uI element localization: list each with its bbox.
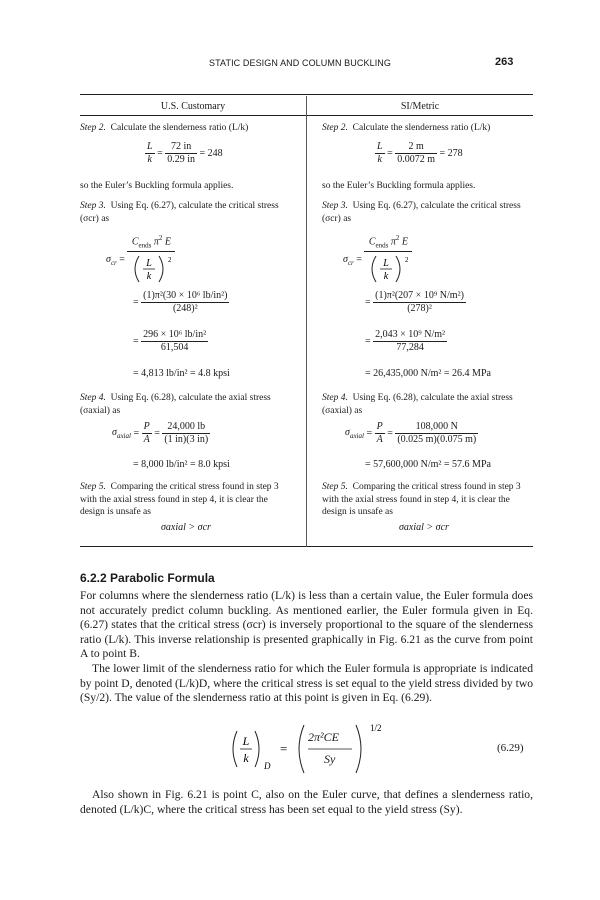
eq-result: = 248 [199,147,223,159]
section-title: 6.2.2 Parabolic Formula [80,571,215,585]
us-step5 [80,481,294,519]
running-head: STATIC DESIGN AND COLUMN BUCKLING [209,58,391,68]
us-applies-text: so the Euler’s Buckling formula applies. [80,181,234,191]
us-compare: σaxial > σcr [161,522,211,533]
eq-numerator: (1)π²(207 × 10⁹ N/m²) [375,290,464,301]
eq-numerator: 2π²CE [308,730,339,744]
equation-6-29 [228,721,398,777]
svg-text:2: 2 [168,256,172,265]
eq-numerator: 2 m [395,141,437,154]
si-axial-result: = 57,600,000 N/m² = 57.6 MPa [365,459,491,470]
table-column-divider [306,96,307,547]
eq-denominator: (0.025 m)(0.075 m) [397,434,477,445]
eq-numerator: (1)π²(30 × 10⁶ lb/in²) [143,290,228,301]
eq-numerator: 296 × 10⁶ lb/in² [143,329,207,340]
eq-numerator: 108,000 N [395,421,478,434]
si-step5 [322,481,536,519]
svg-text:L: L [383,258,390,270]
eq-denominator: (1 in)(3 in) [164,434,209,445]
si-step2 [322,122,536,135]
svg-text:k: k [384,271,389,283]
step-label: Step 4. [80,393,106,403]
svg-text:L: L [242,734,250,748]
section-paragraph-2: The lower limit of the slenderness ratio for which the Euler formula is appropriate is indicated by point D, denoted (L/k)D, where the critical stress is set equal to the yield stress divided by two (Sy/2). The value of the slenderness ratio at this point is given in Eq. (6.29). [80,662,533,705]
equation-number: (6.29) [497,742,524,754]
step-label: Step 5. [322,482,348,492]
si-applies-text: so the Euler’s Buckling formula applies. [322,181,476,191]
step-text: Using Eq. (6.28), calculate the axial stress (σaxial) as [80,393,271,416]
section-paragraph-3: Also shown in Fig. 6.21 is point C, also on the Euler curve, that defines a slenderness ratio, denoted (L/k)C, where the critical stress has been set equal to the yield stress (Sy). [80,788,533,816]
step-label: Step 3. [80,201,106,211]
step-text: Calculate the slenderness ratio (L/k) [110,123,249,133]
step-text: Comparing the critical stress found in step 3 with the axial stress found in step 4, it is clear the design is unsafe as [322,482,521,517]
si-compare: σaxial > σcr [399,522,449,533]
eq-numerator: 24,000 lb [162,421,210,434]
svg-text:D: D [264,761,271,771]
si-axial-equation: $\sigma_{axial}$ = $\frac{P}{A}$ = $\frac{108,000 N}{(0.025 m)(0.075 m)}$ [345,421,477,445]
svg-text:k: k [243,751,249,765]
si-sigma-cr-simplified: = $\frac{\text{2,043 × 10⁹ N/m²}}{77,284}$ [365,329,446,353]
paren-l-over-k-squared [129,254,173,284]
column-header-us: U.S. Customary [160,101,226,112]
step-label: Step 2. [80,123,106,133]
si-step4 [322,392,536,417]
us-axial-result: = 8,000 lb/in² = 8.0 kpsi [133,459,230,470]
step-text: Using Eq. (6.27), calculate the critical stress (σcr) as [322,201,521,224]
paren-l-over-k-squared [366,254,410,284]
eq-denominator: 61,504 [160,342,189,353]
eq-numerator: 72 in [165,141,197,154]
si-sigma-cr-formula: $\sigma_{cr}$ = $C_{ends}$ $\pi^2$ E L k 2 [343,232,412,288]
si-slenderness-equation: $\frac{L}{k}$ = $\frac{2 m}{0.0072 m}$ = 278 [377,141,463,165]
eq-denominator: 77,284 [396,342,424,353]
eq-denominator: 0.29 in [167,154,195,165]
us-step3 [80,200,294,225]
step-text: Using Eq. (6.28), calculate the axial stress (σaxial) as [322,393,513,416]
svg-text:L: L [146,258,153,270]
si-sigma-cr-result: = 26,435,000 N/m² = 26.4 MPa [365,368,491,379]
eq-denominator: (278)² [407,303,432,314]
si-step3 [322,200,536,225]
step-text: Using Eq. (6.27), calculate the critical stress (σcr) as [80,201,279,224]
us-step2 [80,122,294,135]
si-sigma-cr-substitution: = $\frac{\text{(1)π²(207 × 10⁹ N/m²)}}{\text{(278)²}}$ [365,290,464,314]
step-text: Comparing the critical stress found in step 3 with the axial stress found in step 4, it is clear the design is unsafe as [80,482,279,517]
eq-denominator: Sy [324,752,336,766]
us-step4 [80,392,294,417]
svg-text:=: = [280,741,288,756]
step-label: Step 2. [322,123,348,133]
us-axial-equation: $\sigma_{axial}$ = $\frac{P}{A}$ = $\frac{24,000 lb}{(1 in)(3 in)}$ [112,421,209,445]
step-label: Step 5. [80,482,106,492]
step-text: Calculate the slenderness ratio (L/k) [352,123,491,133]
eq-result: = 278 [439,147,463,159]
svg-text:k: k [147,271,152,283]
us-sigma-cr-formula: $\sigma_{cr}$ = $C_{ends}$ $\pi^2$ E L k 2 [106,232,175,288]
us-slenderness-equation: $\frac{L}{k}$ = $\frac{72 in}{0.29 in}$ = 248 [147,141,223,165]
us-sigma-cr-substitution: = $\frac{\text{(1)π²(30 × 10⁶ lb/in²)}}{\text{(248)²}}$ [133,290,228,314]
eq-denominator: 0.0072 m [397,154,435,165]
step-label: Step 3. [322,201,348,211]
us-sigma-cr-simplified: = $\frac{\text{296 × 10⁶ lb/in²}}{61,504}$ [133,329,207,353]
step-label: Step 4. [322,393,348,403]
eq-denominator: (248)² [172,303,198,314]
eq-exponent: 1/2 [370,723,382,733]
table-top-rule [80,94,533,95]
page-number: 263 [495,56,514,68]
column-header-si: SI/Metric [400,101,440,112]
section-paragraph-1: For columns where the slenderness ratio (L/k) is less than a certain value, the Euler formula does not accurately predict column buckling. As mentioned earlier, the Euler formula given in Eq. (6.27) states that the critical stress (σcr) is inversely proportional to the square of the slenderness ratio (L/k). This inverse relationship is presented graphically in Fig. 6.21 as the curve from point A to point B. [80,589,533,661]
us-sigma-cr-result: = 4,813 lb/in² = 4.8 kpsi [133,368,230,379]
svg-text:2: 2 [405,256,409,265]
eq-numerator: 2,043 × 10⁹ N/m² [375,329,446,340]
